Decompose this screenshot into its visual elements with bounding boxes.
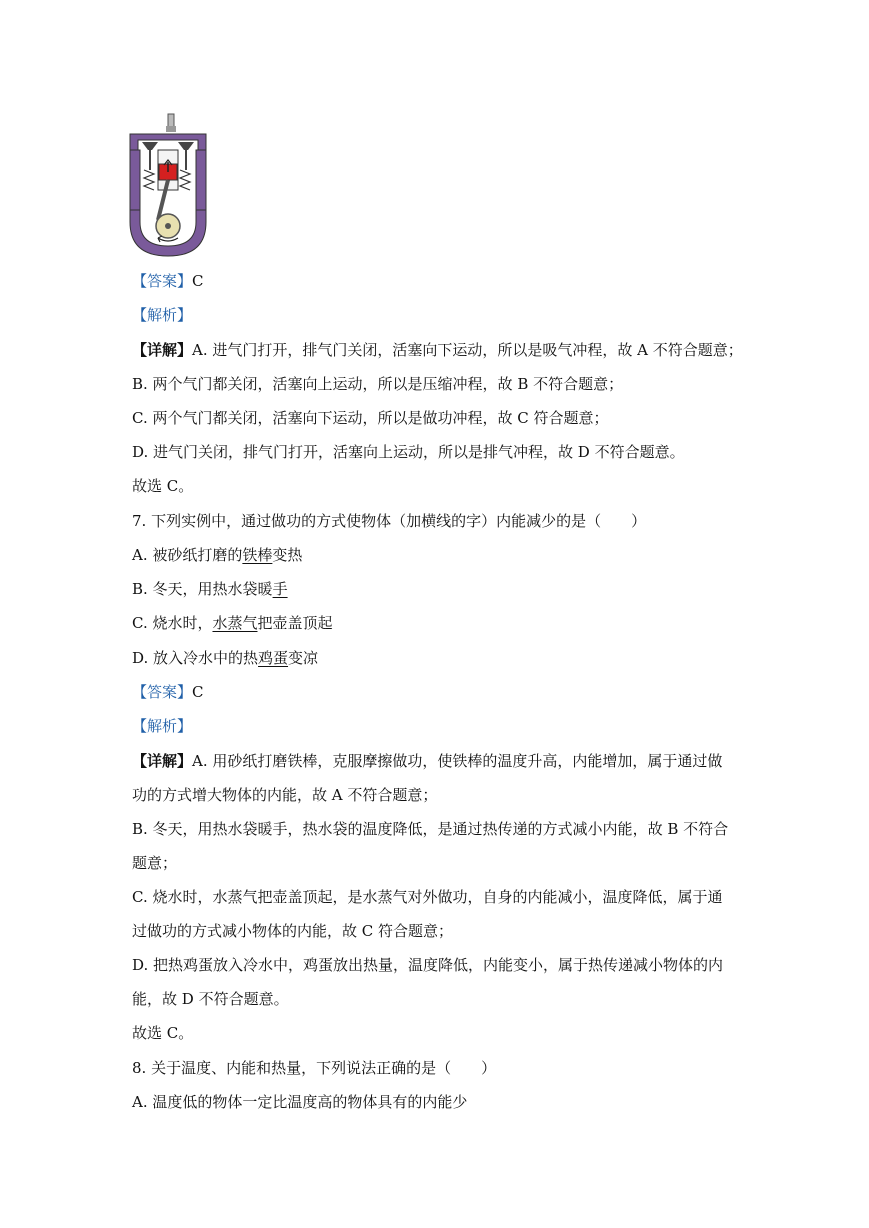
answer-value: C [192, 683, 204, 701]
answer-tag: 【答案】 [132, 272, 193, 290]
option-underlined: 铁棒 [242, 546, 273, 564]
q7-detail-c1: C. 烧水时，水蒸气把壶盖顶起，是水蒸气对外做功，自身的内能减小，温度降低，属于通 [132, 888, 723, 906]
q7-analysis-tag: 【解析】 [132, 717, 193, 735]
q7-option-b [132, 579, 288, 599]
option-text: B. 冬天，用热水袋暖 [132, 580, 273, 598]
option-underlined: 手 [272, 580, 288, 598]
q6-analysis-tag: 【解析】 [132, 306, 193, 324]
q7-detail-c2: 过做功的方式减小物体的内能，故 C 符合题意； [132, 922, 454, 940]
q6-answer-line [132, 271, 204, 291]
q7-conclusion: 故选 C。 [132, 1024, 194, 1042]
q6-detail-a [132, 340, 743, 360]
q7-detail-b2: 题意； [132, 854, 178, 872]
q7-detail-a2: 功的方式增大物体的内能，故 A 不符合题意； [132, 786, 438, 804]
answer-tag: 【答案】 [132, 683, 193, 701]
option-text: 变热 [272, 546, 303, 564]
answer-value: C [192, 272, 204, 290]
q6-detail-d: D. 进气门关闭，排气门打开，活塞向上运动，所以是排气冲程，故 D 不符合题意。 [132, 443, 685, 461]
option-text: C. 烧水时， [132, 614, 213, 632]
detail-text: A. 用砂纸打磨铁棒，克服摩擦做功，使铁棒的温度升高，内能增加，属于通过做 [192, 752, 723, 770]
q8-stem: 8. 关于温度、内能和热量，下列说法正确的是（ ） [132, 1059, 497, 1077]
detail-tag: 【详解】 [132, 752, 193, 770]
q8-option-a: A. 温度低的物体一定比温度高的物体具有的内能少 [132, 1093, 468, 1111]
q6-detail-b: B. 两个气门都关闭，活塞向上运动，所以是压缩冲程，故 B 不符合题意； [132, 375, 624, 393]
option-underlined: 水蒸气 [212, 614, 258, 632]
option-text: A. 被砂纸打磨的 [132, 546, 243, 564]
q7-detail-d2: 能，故 D 不符合题意。 [132, 990, 289, 1008]
option-text: 把壶盖顶起 [257, 614, 333, 632]
q7-stem: 7. 下列实例中，通过做功的方式使物体（加横线的字）内能减少的是（ ） [132, 512, 647, 530]
q7-option-c [132, 613, 333, 633]
option-underlined: 鸡蛋 [258, 649, 289, 667]
engine-diagram [128, 110, 208, 260]
q7-option-d [132, 648, 318, 668]
option-text: 变凉 [288, 649, 319, 667]
option-text: D. 放入冷水中的热 [132, 649, 259, 667]
q7-option-a [132, 545, 302, 565]
q7-detail-a1 [132, 751, 722, 771]
q7-detail-b1: B. 冬天，用热水袋暖手，热水袋的温度降低，是通过热传递的方式减小内能，故 B 不符合 [132, 820, 729, 838]
q7-answer-line [132, 682, 204, 702]
q6-detail-c: C. 两个气门都关闭，活塞向下运动，所以是做功冲程，故 C 符合题意； [132, 409, 609, 427]
detail-tag: 【详解】 [132, 341, 193, 359]
detail-text: A. 进气门打开，排气门关闭，活塞向下运动，所以是吸气冲程，故 A 不符合题意； [192, 341, 743, 359]
q6-conclusion: 故选 C。 [132, 477, 194, 495]
q7-detail-d1: D. 把热鸡蛋放入冷水中，鸡蛋放出热量，温度降低，内能变小，属于热传递减小物体的内 [132, 956, 724, 974]
